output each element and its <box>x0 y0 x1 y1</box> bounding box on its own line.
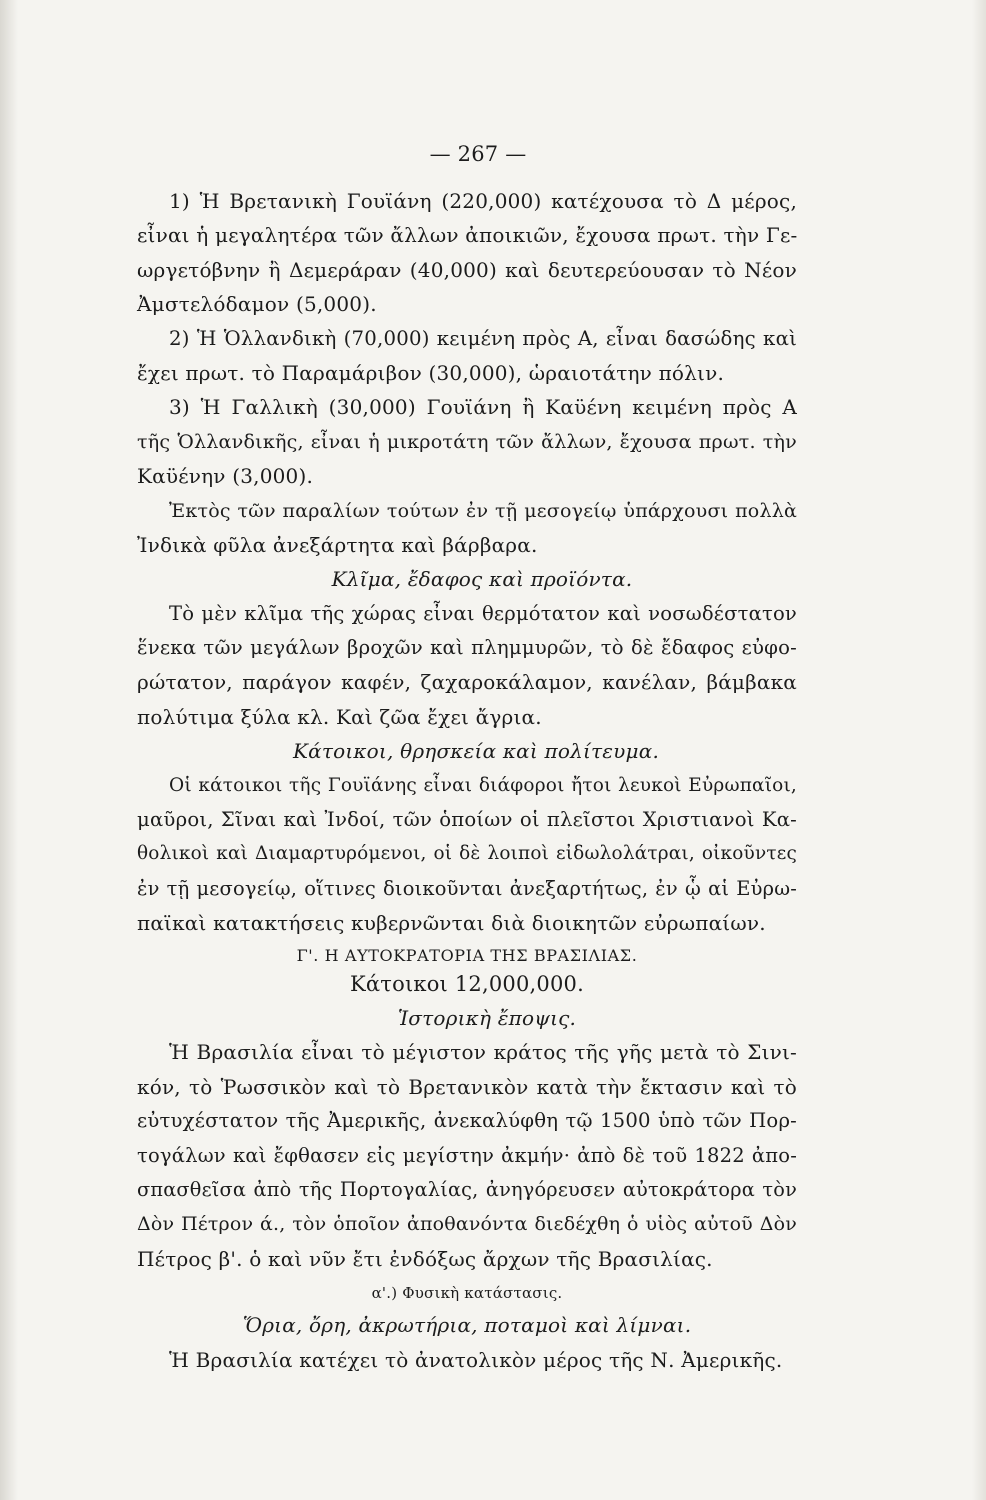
text-line: Ἡ Βρασιλία κατέχει τὸ ἀνατολικὸν μέρος τῆς Ν. Ἀμερικῆς. <box>169 1347 783 1372</box>
paragraph-brazil-history <box>137 1035 797 1276</box>
section-heading-borders: Ὅρια, ὄρη, ἀκρωτήρια, ποταμοὶ καὶ λίμναι. <box>242 1313 692 1338</box>
text-line: Ἡ Βρασιλία εἶναι τὸ μέγιστον κράτος τῆς γῆς μετὰ τὸ Σινι- <box>169 1040 797 1065</box>
text-line: Ἀμστελόδαμον (5,000). <box>137 292 377 317</box>
text-line: μαῦροι, Σῖναι καὶ Ἰνδοί, τῶν ὁποίων οἱ πλεῖστοι Χριστιανοὶ Κα- <box>137 808 797 832</box>
paragraph-british-guiana <box>137 184 797 322</box>
text-line: ἐν τῇ μεσογείῳ, οἵτινες διοικοῦνται ἀνεξαρτήτως, ἐν ᾧ αἱ Εὐρω- <box>137 876 797 900</box>
text-line: εὐτυχέστατον τῆς Ἀμερικῆς, ἀνεκαλύφθη τῷ 1500 ὑπὸ τῶν Πορ- <box>137 1109 797 1133</box>
population-heading: Κάτοικοι 12,000,000. <box>350 971 584 996</box>
scan-shadow-left <box>0 0 18 1500</box>
text-line: τογάλων καὶ ἔφθασεν εἰς μεγίστην ἀκμήν· ἀπὸ δὲ τοῦ 1822 ἀπο- <box>137 1143 797 1167</box>
paragraph-inhabitants <box>137 769 797 941</box>
text-line: ἕνεκα τῶν μεγάλων βροχῶν καὶ πλημμυρῶν, τὸ δὲ ἔδαφος εὐφο- <box>137 636 797 660</box>
text-line: ἔχει πρωτ. τὸ Παραμάριβον (30,000), ὡραιοτάτην πόλιν. <box>137 360 725 385</box>
text-line: Ἰνδικὰ φῦλα ἀνεξάρτητα καὶ βάρβαρα. <box>137 532 538 557</box>
page-number: — 267 — <box>429 142 527 166</box>
text-line: Τὸ μὲν κλῖμα τῆς χώρας εἶναι θερμότατον καὶ νοσωδέστατον <box>169 601 797 625</box>
paragraph-climate <box>137 597 797 735</box>
paragraph-french-guiana <box>137 390 797 493</box>
section-heading-inhabitants: Κάτοικοι, θρησκεία καὶ πολίτευμα. <box>292 739 660 764</box>
scan-shadow-right <box>972 0 986 1500</box>
text-line: θολικοὶ καὶ Διαμαρτυρόμενοι, οἱ δὲ λοιποὶ εἰδωλολάτραι, οἰκοῦντες <box>137 843 797 865</box>
subsection-heading-physical: α'.) Φυσικὴ κατάστασις. <box>371 1284 563 1303</box>
text-line: ρώτατον, παράγον καφέν, ζαχαροκάλαμον, κανέλαν, βάμβακα <box>137 670 797 695</box>
text-line: εἶναι ἡ μεγαλητέρα τῶν ἄλλων ἀποικιῶν, ἔχουσα πρωτ. τὴν Γε- <box>137 223 798 248</box>
text-line: Οἱ κάτοικοι τῆς Γουϊάνης εἶναι διάφοροι ἤτοι λευκοὶ Εὐρωπαῖοι, <box>169 774 797 796</box>
text-line: κόν, τὸ Ῥωσσικὸν καὶ τὸ Βρετανικὸν κατὰ τὴν ἔκτασιν καὶ τὸ <box>137 1074 797 1099</box>
text-line: ωργετόβνην ἢ Δεμεράραν (40,000) καὶ δευτερεύουσαν τὸ Νέον <box>137 257 797 282</box>
text-line: Καϋένην (3,000). <box>137 464 314 489</box>
text-line: 3) Ἡ Γαλλικὴ (30,000) Γουϊάνη ἢ Καϋένη κειμένη πρὸς Α <box>169 395 797 420</box>
paragraph-brazil-location <box>137 1343 797 1377</box>
section-heading-climate: Κλῖμα, ἔδαφος καὶ προϊόντα. <box>331 567 633 592</box>
text-line: 2) Ἡ Ὁλλανδικὴ (70,000) κειμένη πρὸς Α, εἶναι δασώδης καὶ <box>169 326 797 350</box>
text-line: πολύτιμα ξύλα κλ. Καὶ ζῶα ἔχει ἄγρια. <box>137 704 542 729</box>
text-line: Πέτρος β'. ὁ καὶ νῦν ἔτι ἐνδόξως ἄρχων τῆς Βρασιλίας. <box>137 1246 713 1271</box>
text-line: σπασθεῖσα ἀπὸ τῆς Πορτογαλίας, ἀνηγόρευσεν αὐτοκράτορα τὸν <box>137 1177 797 1201</box>
text-line: τῆς Ὁλλανδικῆς, εἶναι ἡ μικροτάτη τῶν ἄλλων, ἔχουσα πρωτ. τὴν <box>137 429 797 453</box>
paragraph-indian-tribes <box>137 494 797 563</box>
text-line: παϊκαὶ κατακτήσεις κυβερνῶνται διὰ διοικητῶν εὐρωπαίων. <box>137 911 766 936</box>
text-line: 1) Ἡ Βρετανικὴ Γουϊάνη (220,000) κατέχουσα τὸ Δ μέρος, <box>169 189 797 213</box>
text-line: Δὸν Πέτρον ά., τὸν ὁποῖον ἀποθανόντα διεδέχθη ὁ υἱὸς αὐτοῦ Δὸν <box>137 1213 797 1236</box>
paragraph-dutch-guiana <box>137 322 797 391</box>
chapter-heading-brazil: Γ'. Η ΑΥΤΟΚΡΑΤΟΡΙΑ ΤΗΣ ΒΡΑΣΙΛΙΑΣ. <box>296 945 638 965</box>
text-line: Ἐκτὸς τῶν παραλίων τούτων ἐν τῇ μεσογείῳ ὑπάρχουσι πολλὰ <box>169 499 797 522</box>
book-page <box>137 138 797 1377</box>
section-heading-history: Ἱστορικὴ ἔποψις. <box>397 1005 577 1030</box>
